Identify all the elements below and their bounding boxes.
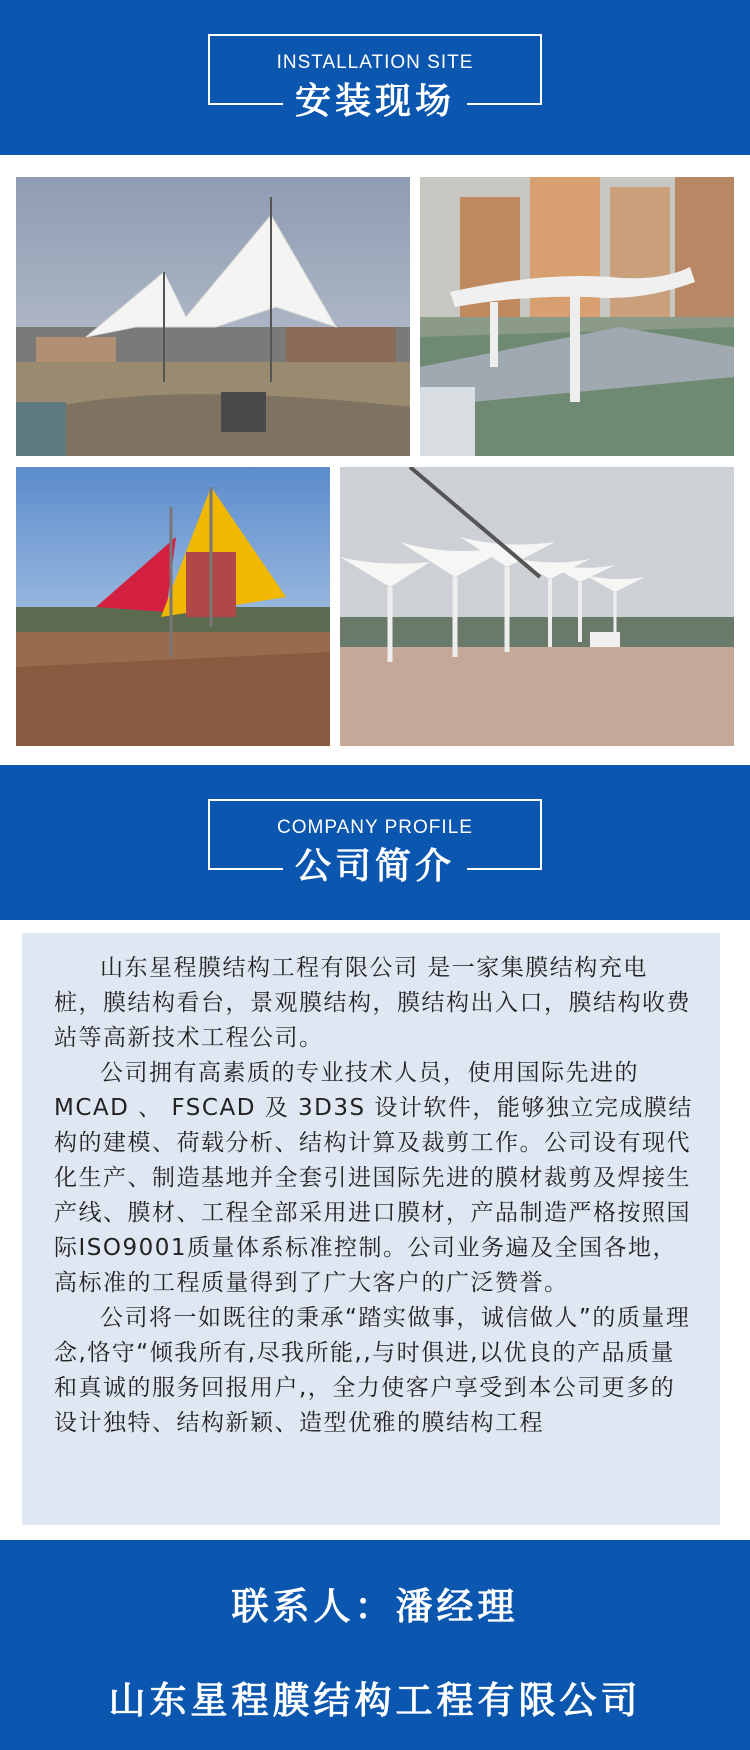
installation-title-box [208, 34, 542, 122]
red-yellow-sail-shade-photo [16, 467, 330, 746]
profile-title-zh: 公司简介 [283, 845, 467, 889]
profile-text [54, 951, 694, 1441]
profile-paragraph: 公司将一如既往的秉承“踏实做事，诚信做人”的质量理念,恪守“倾我所有,尽我所能,,与时俱进,以优良的产品质量和真诚的服务回报用户,，全力使客户享受到本公司更多的设计独特、结构新颖、造型优雅的膜结构工程 [54, 1305, 691, 1436]
installation-title-en: INSTALLATION SITE [276, 52, 474, 73]
footer-band [0, 1540, 750, 1750]
profile-text-panel [22, 933, 720, 1525]
contact-person: 联系人：潘经理 [231, 1585, 519, 1628]
profile-title-en: COMPANY PROFILE [277, 817, 473, 838]
company-name: 山东星程膜结构工程有限公司 [108, 1679, 642, 1722]
installation-header-band [0, 0, 750, 155]
profile-title-box [208, 799, 542, 887]
umbrella-membrane-row-photo [340, 467, 734, 746]
profile-header-band [0, 765, 750, 920]
installation-title-zh: 安装现场 [283, 80, 467, 124]
white-carport-canopy-photo [420, 177, 734, 456]
white-peaked-membrane-tent-photo [16, 177, 410, 456]
profile-paragraph: 山东星程膜结构工程有限公司 是一家集膜结构充电桩，膜结构看台，景观膜结构，膜结构出入口，膜结构收费站等高新技术工程公司。 [54, 955, 691, 1051]
profile-paragraph: 公司拥有高素质的专业技术人员，使用国际先进的MCAD 、 FSCAD 及 3D3S 设计软件，能够独立完成膜结构的建模、荷载分析、结构计算及裁剪工作。公司设有现代化生产、制造基地并全套引进国际先进的膜材裁剪及焊接生产线、膜材、工程全部采用进口膜材，产品制造严格按照国际ISO9001质量体系标准控制。公司业务遍及全国各地，高标准的工程质量得到了广大客户的广泛赞誉。 [54, 1060, 693, 1296]
